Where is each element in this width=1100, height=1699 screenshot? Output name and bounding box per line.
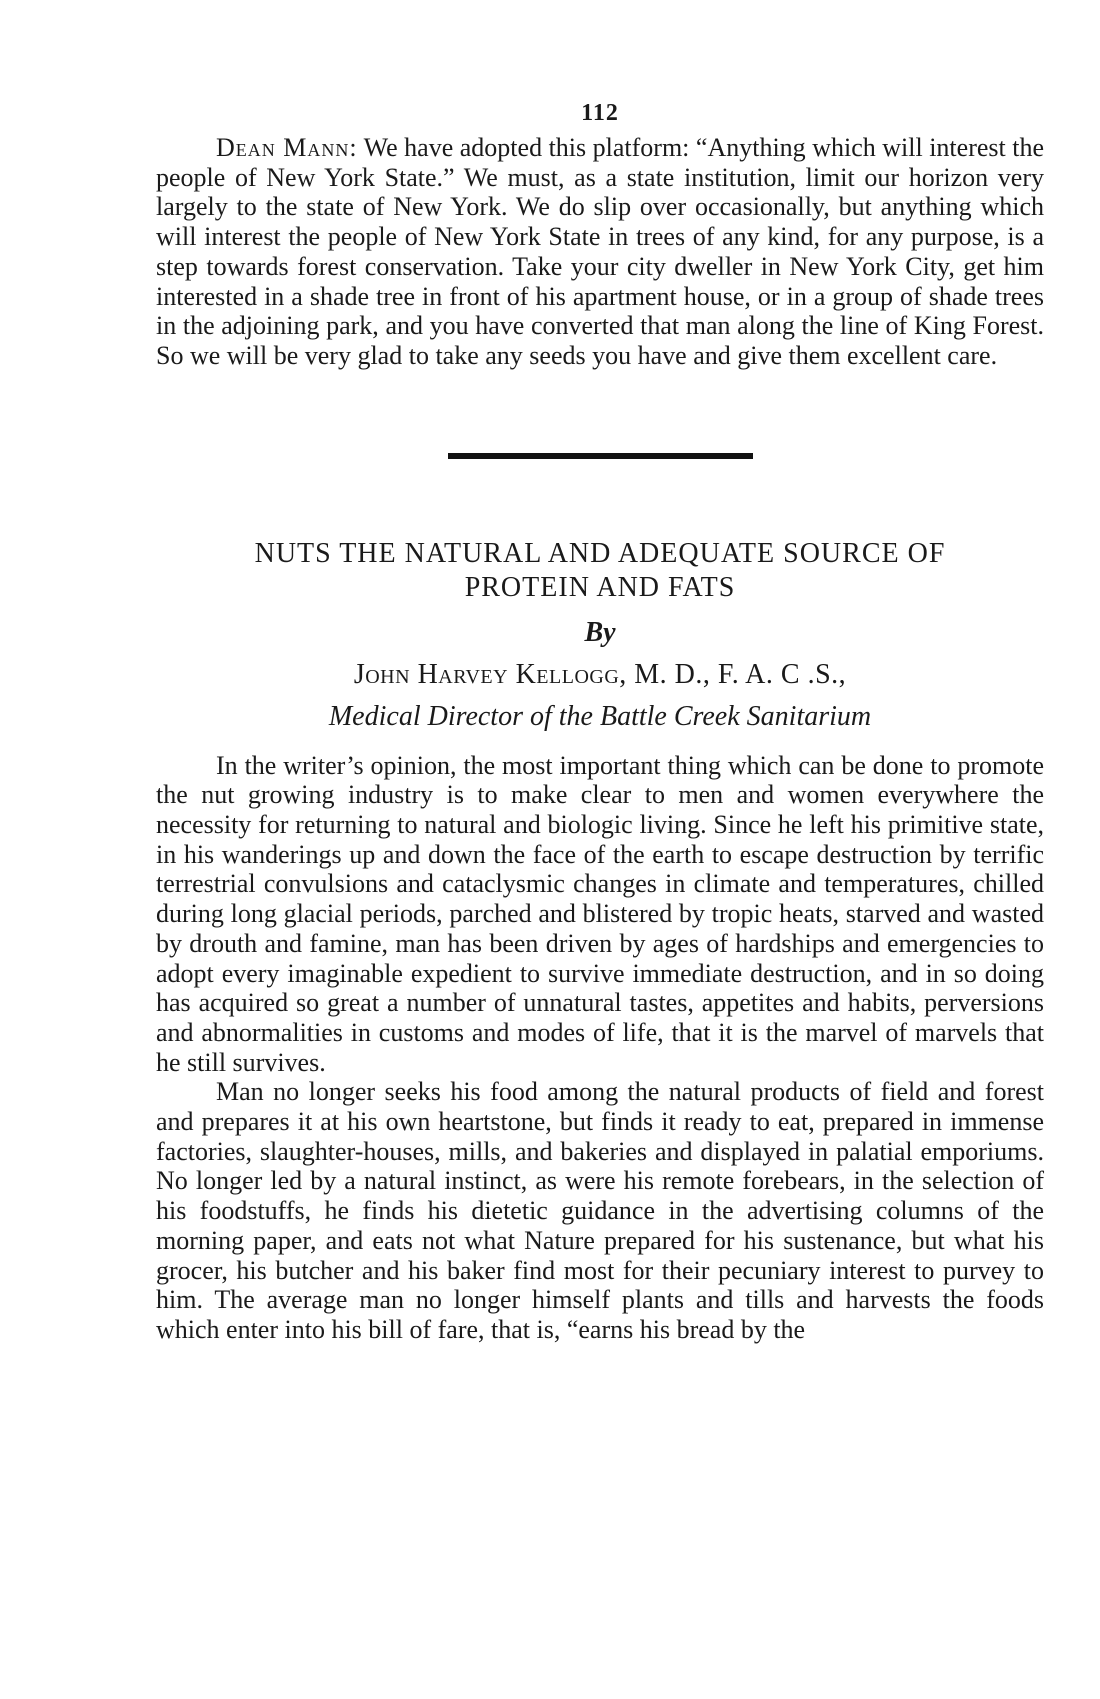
article-title-line-1: NUTS THE NATURAL AND ADEQUATE SOURCE OF: [254, 537, 946, 569]
byline-by: By: [584, 616, 616, 648]
discussion-text: We have adopted this platform: “Anything which will interest the people of New York State.” We must, as a state institution, limit our horizon very largely to the state of New York. We do slip over occasionally, but anything which will interest the people of New York State in trees of any kind, for any purpose, is a step towards forest conservation. Take your city dweller in New York City, get him interested in a shade tree in front of his apartment house, or in a group of shade trees in the adjoining park, and you have converted that man along the line of King Forest. So we will be very glad to take any seeds you have and give them excellent care.: [156, 133, 1045, 370]
speaker-name: Dean Mann:: [216, 133, 358, 162]
section-divider: [448, 453, 753, 459]
document-page: [156, 100, 1044, 1345]
author-affiliation: Medical Director of the Battle Creek Sanitarium: [328, 700, 872, 732]
article-title-line-2: PROTEIN AND FATS: [464, 571, 736, 603]
author-name: John Harvey Kellogg, M. D., F. A. C .S.,: [353, 658, 847, 690]
body-paragraph-1: In the writer’s opinion, the most important thing which can be done to promote the nut growing industry is to make clear to men and women everywhere the necessity for returning to natural and biologic living. Since he left his primitive state, in his wanderings up and down the face of the earth to escape destruction by terrific terrestrial convulsions and cataclysmic changes in climate and temperatures, chilled during long glacial periods, parched and blistered by tropic heats, starved and wasted by drouth and famine, man has been driven by ages of hardships and emergencies to adopt every imaginable expedient to survive immediate destruction, and in so doing has acquired so great a number of unnatural tastes, appetites and habits, perversions and abnormalities in customs and modes of life, that it is the marvel of marvels that he still survives.: [156, 750, 1044, 1077]
article-title: [156, 537, 1044, 605]
discussion-paragraph: [156, 133, 1044, 371]
page-number: 112: [581, 100, 619, 126]
body-paragraph-2: Man no longer seeks his food among the natural products of field and forest and prepares it at his own heartstone, but finds it ready to eat, prepared in immense factories, slaughter-houses, mills, and bakeries and displayed in palatial emporiums. No longer led by a natural instinct, as were his remote forebears, in the selection of his foodstuffs, he finds his dietetic guidance in the advertising columns of the morning paper, and eats not what Nature prepared for his sustenance, but what his grocer, his butcher and his baker find most for their pecuniary interest to purvey to him. The average man no longer himself plants and tills and harvests the foods which enter into his bill of fare, that is, “earns his bread by the: [156, 1077, 1044, 1344]
